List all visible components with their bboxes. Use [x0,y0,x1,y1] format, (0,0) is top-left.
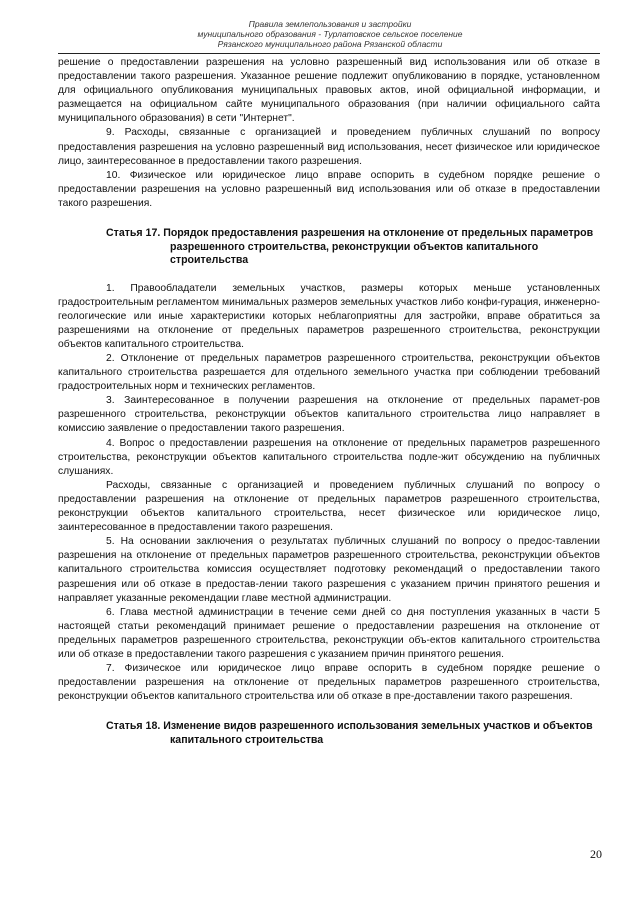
article-17-paragraph-3: 3. Заинтересованное в получении разрешения на отклонение от предельных парамет-ров разрешенного строительства, реконструкции объектов капитального строительства лицо направляет в комиссию заявление о предоставлении такого разрешения. [58,395,600,435]
article-17-paragraph-2: 2. Отклонение от предельных параметров разрешенного строительства, реконструкции объектов капитального строительства разрешается для отдельного земельного участка при соблюдении требований градостроительных норм и технических регламентов. [58,353,600,393]
article-18-title: Статья 18. Изменение видов разрешенного использования земельных участков и объектов капитального строительства [106,720,593,746]
running-header [180,19,480,49]
article-17-paragraph-1: 1. Правообладатели земельных участков, размеры которых меньше установленных градостроительным регламентом минимальных размеров земельных участков либо конфи-гурация, инженерно-геологические или иные характеристики которых неблагоприятны для застройки, вправе обратиться за разрешениями на отклонение от предельных параметров разрешенного строительства, реконструкции объектов капитального строительства. [58,282,600,350]
article-17-paragraph-5: 5. На основании заключения о результатах публичных слушаний по вопросу о предос-тавлении разрешения на отклонение от предельных параметров разрешенного строительства, реконструкции объектов капитального строительства комиссия осуществляет подготовку рекомендаций о предоставлении такого разрешения или об отказе в предостав-лении такого разрешения с указанием причин принятого решения и направляет указанные рекомендации главе местной администрации. [58,536,600,604]
article-17-paragraph-7: 7. Физическое или юридическое лицо вправе оспорить в судебном порядке решение о предоставлении разрешения на отклонение от предельных параметров разрешенного строительства, реконструкции объектов капитального строительства или об отказе в пре-доставлении такого разрешения. [58,663,600,703]
page-number: 20 [590,847,602,861]
article-17-paragraph-4-costs: Расходы, связанные с организацией и проведением публичных слушаний по вопросу о предоставлении разрешения на отклонение от предельных параметров разрешенного строительства, реконструкции объектов капитального строительства, несет физическое или юридическое лицо, заинтересованное в предоставлении такого разрешения. [58,479,600,534]
header-line-1: Правила землепользования и застройки [248,19,412,29]
paragraph-9: 9. Расходы, связанные с организацией и проведением публичных слушаний по вопросу предоставления разрешения на условно разрешенный вид использования, несет физическое или юридическое лицо, заинтересованное в предоставлении такого разрешения. [58,127,600,167]
header-line-3: Рязанского муниципального района Рязанской области [217,39,443,49]
article-17-paragraph-4: 4. Вопрос о предоставлении разрешения на отклонение от предельных параметров разрешенного строительства, реконструкции объектов капитального строительства подле-жит обсуждению на публичных слушаниях. [58,437,600,477]
header-divider [58,53,600,54]
header-line-2: муниципального образования - Турлатовское сельское поселение [197,29,463,39]
paragraph-10: 10. Физическое или юридическое лицо вправе оспорить в судебном порядке решение о предоставлении разрешения на условно разрешенный вид использования или об отказе в предоставлении такого разрешения. [58,169,600,209]
paragraph-continuation: решение о предоставлении разрешения на условно разрешенный вид использования или об отказе в предоставлении такого разрешения. Указанное решение подлежит опубликованию в порядке, установленном для официального опубликования муниципальных правовых актов, иной официальной информации, и размещается на официальном сайте муниципального образования (при наличии официального сайта муниципального образования) в сети "Интернет". [58,57,600,125]
article-17-title: Статья 17. Порядок предоставления разрешения на отклонение от предельных параметров разрешенного строительства, реконструкции объектов капитального строительства [106,227,594,267]
document-body [58,56,600,761]
article-17-paragraph-6: 6. Глава местной администрации в течение семи дней со дня поступления указанных в части 5 настоящей статьи рекомендаций принимает решение о предоставлении разрешения на отклонение от предельных параметров разрешенного строительства, реконструкции объ-ектов капитального строительства или об отказе в предоставлении такого разрешения с указанием причин принятого решения. [58,606,600,660]
